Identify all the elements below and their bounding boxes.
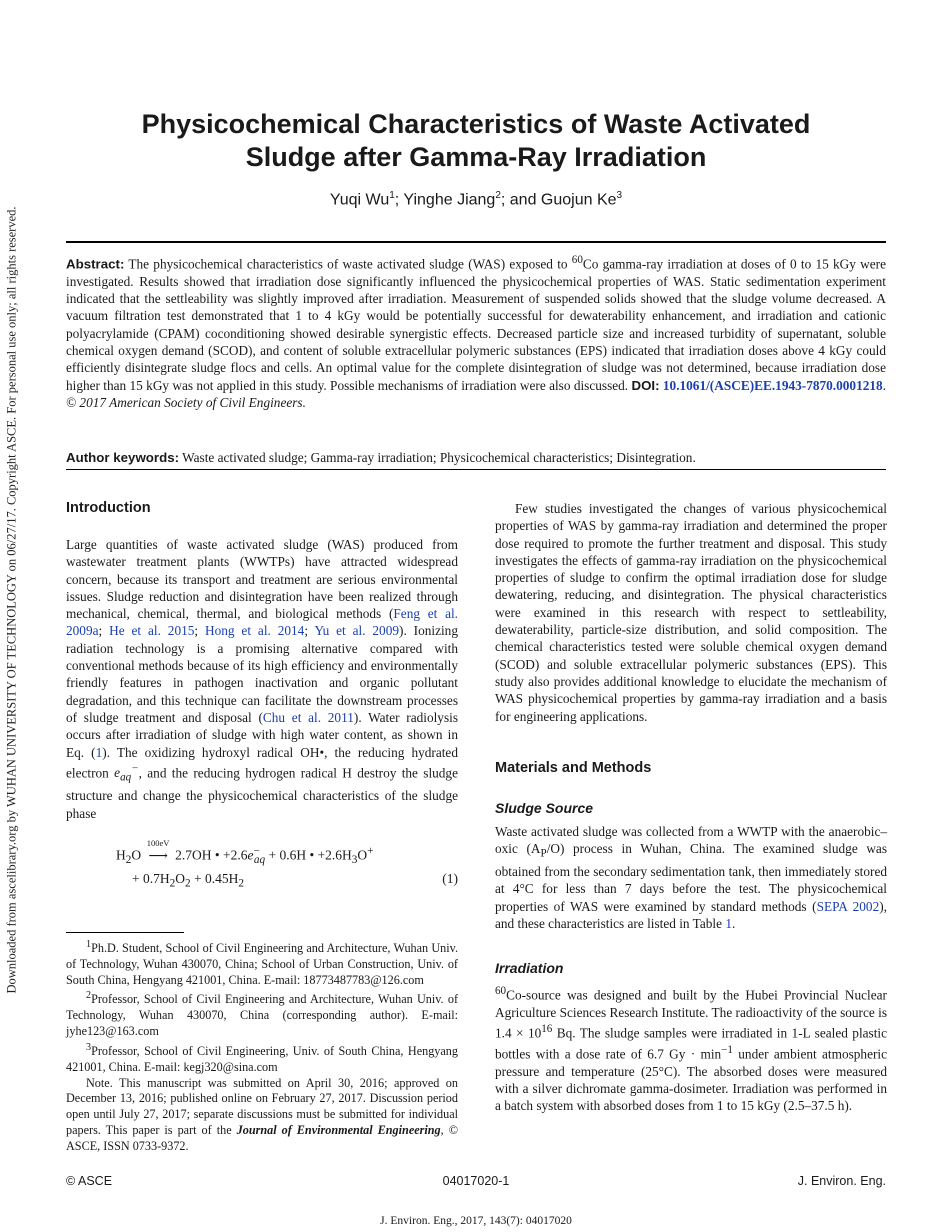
sludge-source-paragraph bbox=[495, 823, 887, 932]
footnote-mark: 2 bbox=[86, 990, 92, 1002]
doi-label: DOI: bbox=[631, 377, 660, 393]
citation-link[interactable]: He et al. 2015 bbox=[109, 623, 195, 639]
right-column bbox=[495, 500, 887, 1115]
author-affiliation-mark: 3 bbox=[616, 190, 623, 201]
footnote-mark: 1 bbox=[86, 939, 92, 950]
citation-link[interactable]: Hong et al. 2014 bbox=[204, 623, 305, 639]
author-separator: ; bbox=[394, 191, 404, 209]
body-text: . bbox=[731, 916, 736, 931]
intro-paragraph: Large quantities of waste activated sludge (WAS) produced from wastewater treatment plants (WWTPs) have attracted widespread concern, because its transport and treatment are serious environmental issues. Sludge reduction and disintegration have been realized through mechanical, chemical, thermal, and biological methods (Feng et al. 2009a; He et al. 2015; Hong et al. 2014; Yu et al. 2009). Ionizing radiation technology is a promising alternative compared with conventional methods because of its high efficiency and environmentally friendly features in pathogen inactivation and organic pollutant degradation, and this technique can facilitate the downstream processes of sludge treatment and disposal (Chu et al. 2011). Water radiolysis occurs after irradiation of sludge with high water content, as shown in Eq. (1). The oxidizing hydroxyl radical OH•, the reducing hydrated electron $e_{aq}^-$, and the reducing hydrogen radical H destroy the sludge structure and change the physicochemical characteristics of the sludge phase bbox=[66, 537, 458, 821]
footnotes bbox=[66, 937, 458, 1155]
irradiation-paragraph bbox=[495, 983, 887, 1114]
citation-link[interactable]: Feng et al. 2009a bbox=[66, 606, 458, 639]
exponent: −1 bbox=[721, 1044, 733, 1057]
abstract-top-rule bbox=[66, 241, 886, 243]
isotope-superscript: 60 bbox=[495, 985, 507, 998]
body-text: under ambient atmospheric pressure and temperature (25°C). The absorbed doses were measured with a silver dichromate gamma-dosimeter. Irradiation was performed in a batch system with absorbed doses from 1 to 15 kGy (2.5–37.5 h). bbox=[495, 1046, 887, 1114]
intro-text: ). The oxidizing hydroxyl radical OH•, the reducing hydrated electron bbox=[66, 744, 458, 781]
page-citation: J. Environ. Eng., 2017, 143(7): 04017020 bbox=[380, 1215, 572, 1227]
author-affiliation-mark: 2 bbox=[495, 190, 501, 201]
body-text: Co-source was designed and built by the Hubei Provincial Nuclear Agriculture Sciences Research Institute. The radioactivity of the source is 1.4 × 10 bbox=[495, 987, 887, 1041]
title-line-2: Sludge after Gamma-Ray Irradiation bbox=[245, 142, 707, 172]
abstract-bottom-rule bbox=[66, 469, 886, 470]
footnote-3 bbox=[66, 1040, 458, 1076]
footnote-text: Professor, School of Civil Engineering and Architecture, Wuhan Univ. of Technology, Wuhan 430070, China (corresponding author). E-mail: jyhe123@163.com bbox=[66, 992, 458, 1039]
side-note-text: Downloaded from ascelibrary.org by WUHAN UNIVERSITY OF TECHNOLOGY on 06/27/17. Copyright ASCE. For personal use only; all rights reserved. bbox=[4, 206, 19, 994]
reaction-arrow: 100eV ⟶ bbox=[141, 848, 175, 864]
footer-page-id: 04017020-1 bbox=[442, 1174, 510, 1188]
footnote-1 bbox=[66, 937, 458, 988]
keywords-label: Author keywords: bbox=[66, 450, 180, 465]
footnote-text: Ph.D. Student, School of Civil Engineering and Architecture, Wuhan Univ. of Technology, Wuhan 430070, China; School of Urban Construction, Univ. of South China, Hengyang 421001, China. E-mail: 18773487783@126.com bbox=[66, 941, 458, 987]
journal-name: Journal of Environmental Engineering bbox=[236, 1122, 441, 1137]
arrow-label: 100eV bbox=[146, 837, 170, 848]
isotope-superscript: 60 bbox=[571, 254, 583, 266]
table-link[interactable]: 1 bbox=[725, 916, 732, 931]
exponent: 16 bbox=[541, 1023, 553, 1036]
body-text: Waste activated sludge was collected from a WWTP with the anaerobic–oxic (A bbox=[495, 823, 887, 857]
footnote-rule bbox=[66, 932, 184, 933]
intro-text: , and the reducing hydrogen radical H destroy the sludge structure and change the physicochemical characteristics of the sludge phase bbox=[66, 765, 458, 821]
title-line-1: Physicochemical Characteristics of Waste Activated bbox=[141, 109, 811, 139]
footer-copyright: © ASCE bbox=[66, 1174, 113, 1188]
submission-note bbox=[66, 1076, 458, 1155]
section-heading-introduction: Introduction bbox=[66, 500, 151, 516]
citation-link[interactable]: SEPA 2002 bbox=[816, 898, 880, 914]
copyright-text: © 2017 American Society of Civil Engineers. bbox=[66, 394, 306, 410]
intro-text: ). Water radiolysis occurs after irradiation of sludge with high water content, as shown in Eq. ( bbox=[66, 709, 458, 760]
footnote-text: Professor, School of Civil Engineering, Univ. of South China, Hengyang 421001, China. E-mail: kegj320@sina.com bbox=[66, 1043, 458, 1074]
intro-text: Large quantities of waste activated sludge (WAS) produced from wastewater treatment plants (WWTPs) have attracted widespread concern, because its transport and treatment are serious environmental issues. Sludge reduction and disintegration have been realized through mechanical, chemical, thermal, and biological methods ( bbox=[66, 537, 458, 622]
abstract-label: Abstract: bbox=[66, 256, 125, 272]
keywords-text: Waste activated sludge; Gamma-ray irradiation; Physicochemical characteristics; Disintegration. bbox=[179, 450, 696, 465]
download-side-note bbox=[2, 0, 18, 1232]
author-list bbox=[66, 190, 886, 209]
body-text: ), and these characteristics are listed in Table bbox=[495, 898, 887, 931]
footer-journal: J. Environ. Eng. bbox=[797, 1174, 886, 1188]
abstract-text: Co gamma-ray irradiation at doses of 0 to 15 kGy were investigated. Results showed that irradiation dose significantly influenced the physicochemical properties of WAS. Static sedimentation experiment indicated that the settleability was slightly improved after irradiation. Measurement of suspended solids showed that the sludge volume decreased. A vacuum filtration test demonstrated that 1 to 4 kGy would be potentially successful for dewaterability enhancement, and irradiation and cationic polyacrylamide (CPAM) coconditioning showed desirable synergistic effects. Decreased particle size and increased turbidity of supernatant, soluble chemical oxygen demand (SCOD), and content of soluble extracellular polymeric substances (EPS) indicated that irradiation doses above 4 kGy could efficiently disintegrate sludge flocs and cells. An optimal value for the complete disintegration of sludge was not determined, because irradiation dose higher than 15 kGy was not applied in this study. Possible mechanisms of irradiation were also discussed. bbox=[66, 256, 886, 393]
subsection-heading-irradiation: Irradiation bbox=[495, 960, 564, 977]
subscript: P bbox=[540, 847, 547, 860]
doi-link[interactable]: 10.1061/(ASCE)EE.1943-7870.0001218 bbox=[662, 377, 883, 393]
body-text: /O) process in Wuhan, China. The examined sludge was obtained from the secondary sedimentation tank, then immediately stored at 4°C for less than 7 days before the test. The physicochemical properties of WAS were examined by standard methods ( bbox=[495, 841, 888, 914]
hydrated-electron-symbol: $e_{aq}^-$ bbox=[114, 762, 139, 784]
intro-paragraph-continued: Few studies investigated the changes of various physicochemical properties of WAS by gamma-ray irradiation and determined the proper dose required to promote the further treatment and disposal. This study investigates the effects of gamma-ray irradiation on the physicochemical properties of sludge to confirm the optimal irradiation dose for sludge dewatering, reducing, and disintegration. The physical characteristics were examined in this research with respect to settleability, dewaterability, particle-size distribution, and solid composition. The chemical characteristics tested were soluble chemical oxygen demand (SCOD) and soluble extracellular polymeric substances (EPS). This study also provides additional knowledge to elucidate the mechanism of WAS physicochemical properties by gamma-ray irradiation and a basis for engineering applications. bbox=[495, 501, 887, 724]
author-affiliation-mark: 1 bbox=[389, 190, 395, 201]
equation-line-2: + $0.7H_2O_2 + 0.45H_2$ bbox=[132, 871, 244, 890]
note-text: Note. This manuscript was submitted on April 30, 2016; approved on December 13, 2016; published online on February 27, 2017. Discussion period open until July 27, 2017; separate discussions must be submitted for individual papers. This paper is part of the bbox=[66, 1075, 458, 1137]
equation-link[interactable]: 1 bbox=[95, 744, 103, 760]
footnote-2 bbox=[66, 988, 458, 1039]
author-separator: ; and bbox=[500, 191, 541, 209]
citation-link[interactable]: Yu et al. 2009 bbox=[314, 623, 400, 639]
footnote-mark: 3 bbox=[86, 1041, 92, 1053]
abstract-text: The physicochemical characteristics of waste activated sludge (WAS) exposed to bbox=[124, 256, 572, 272]
equation-line-1: $H_2O$ 100eV ⟶ 2.7OH • $+2.6e^-_{aq} + 0.6H$ • $+2.6H_3O^+$ bbox=[116, 837, 374, 867]
citation-link[interactable]: Chu et al. 2011 bbox=[262, 709, 354, 725]
author-name: Yuqi Wu bbox=[329, 191, 390, 209]
author-name: Yinghe Jiang bbox=[403, 191, 496, 209]
left-column bbox=[66, 500, 458, 822]
intro-text: ). Ionizing radiation technology is a promising alternative compared with conventional methods because of its high efficiency and environmentally friendly features in pathogen inactivation and organic pollutant degradation, and this technique can facilitate the downstream processes of sludge treatment and disposal ( bbox=[66, 623, 458, 725]
equation-number: (1) bbox=[442, 871, 458, 886]
abstract: Abstract: The physicochemical characteristics of waste activated sludge (WAS) exposed to $^{60}$Co gamma-ray irradiation at doses of 0 to 15 kGy were investigated. Results showed that irradiation dose significantly influenced the physicochemical properties of WAS. Static sedimentation experiment indicated that the settleability was slightly improved after irradiation. Measurement of suspended solids showed that the sludge volume decreased. A vacuum filtration test demonstrated that 1 to 4 kGy would be potentially successful for dewaterability enhancement, and irradiation and cationic polyacrylamide (CPAM) coconditioning showed desirable synergistic effects. Decreased particle size and increased turbidity of supernatant, soluble chemical oxygen demand (SCOD), and content of soluble extracellular polymeric substances (EPS) indicated that irradiation doses above 4 kGy could efficiently disintegrate sludge flocs and cells. An optimal value for the complete disintegration of sludge was not determined, because irradiation dose higher than 15 kGy was not applied in this study. Possible mechanisms of irradiation were also discussed. DOI: 10.1061/(ASCE)EE.1943-7870.0001218. © 2017 American Society of Civil Engineers. bbox=[66, 254, 886, 410]
body-text: Bq. The sludge samples were irradiated in 1-L sealed plastic bottles with a dose rate of 6.7 Gy · min bbox=[495, 1025, 888, 1062]
author-keywords bbox=[66, 449, 886, 466]
subsection-heading-sludge-source: Sludge Source bbox=[495, 799, 594, 816]
article-title bbox=[66, 108, 886, 174]
section-heading-methods: Materials and Methods bbox=[495, 759, 652, 776]
note-text: , © ASCE, ISSN 0733-9372. bbox=[66, 1122, 458, 1153]
author-name: Guojun Ke bbox=[540, 191, 617, 209]
